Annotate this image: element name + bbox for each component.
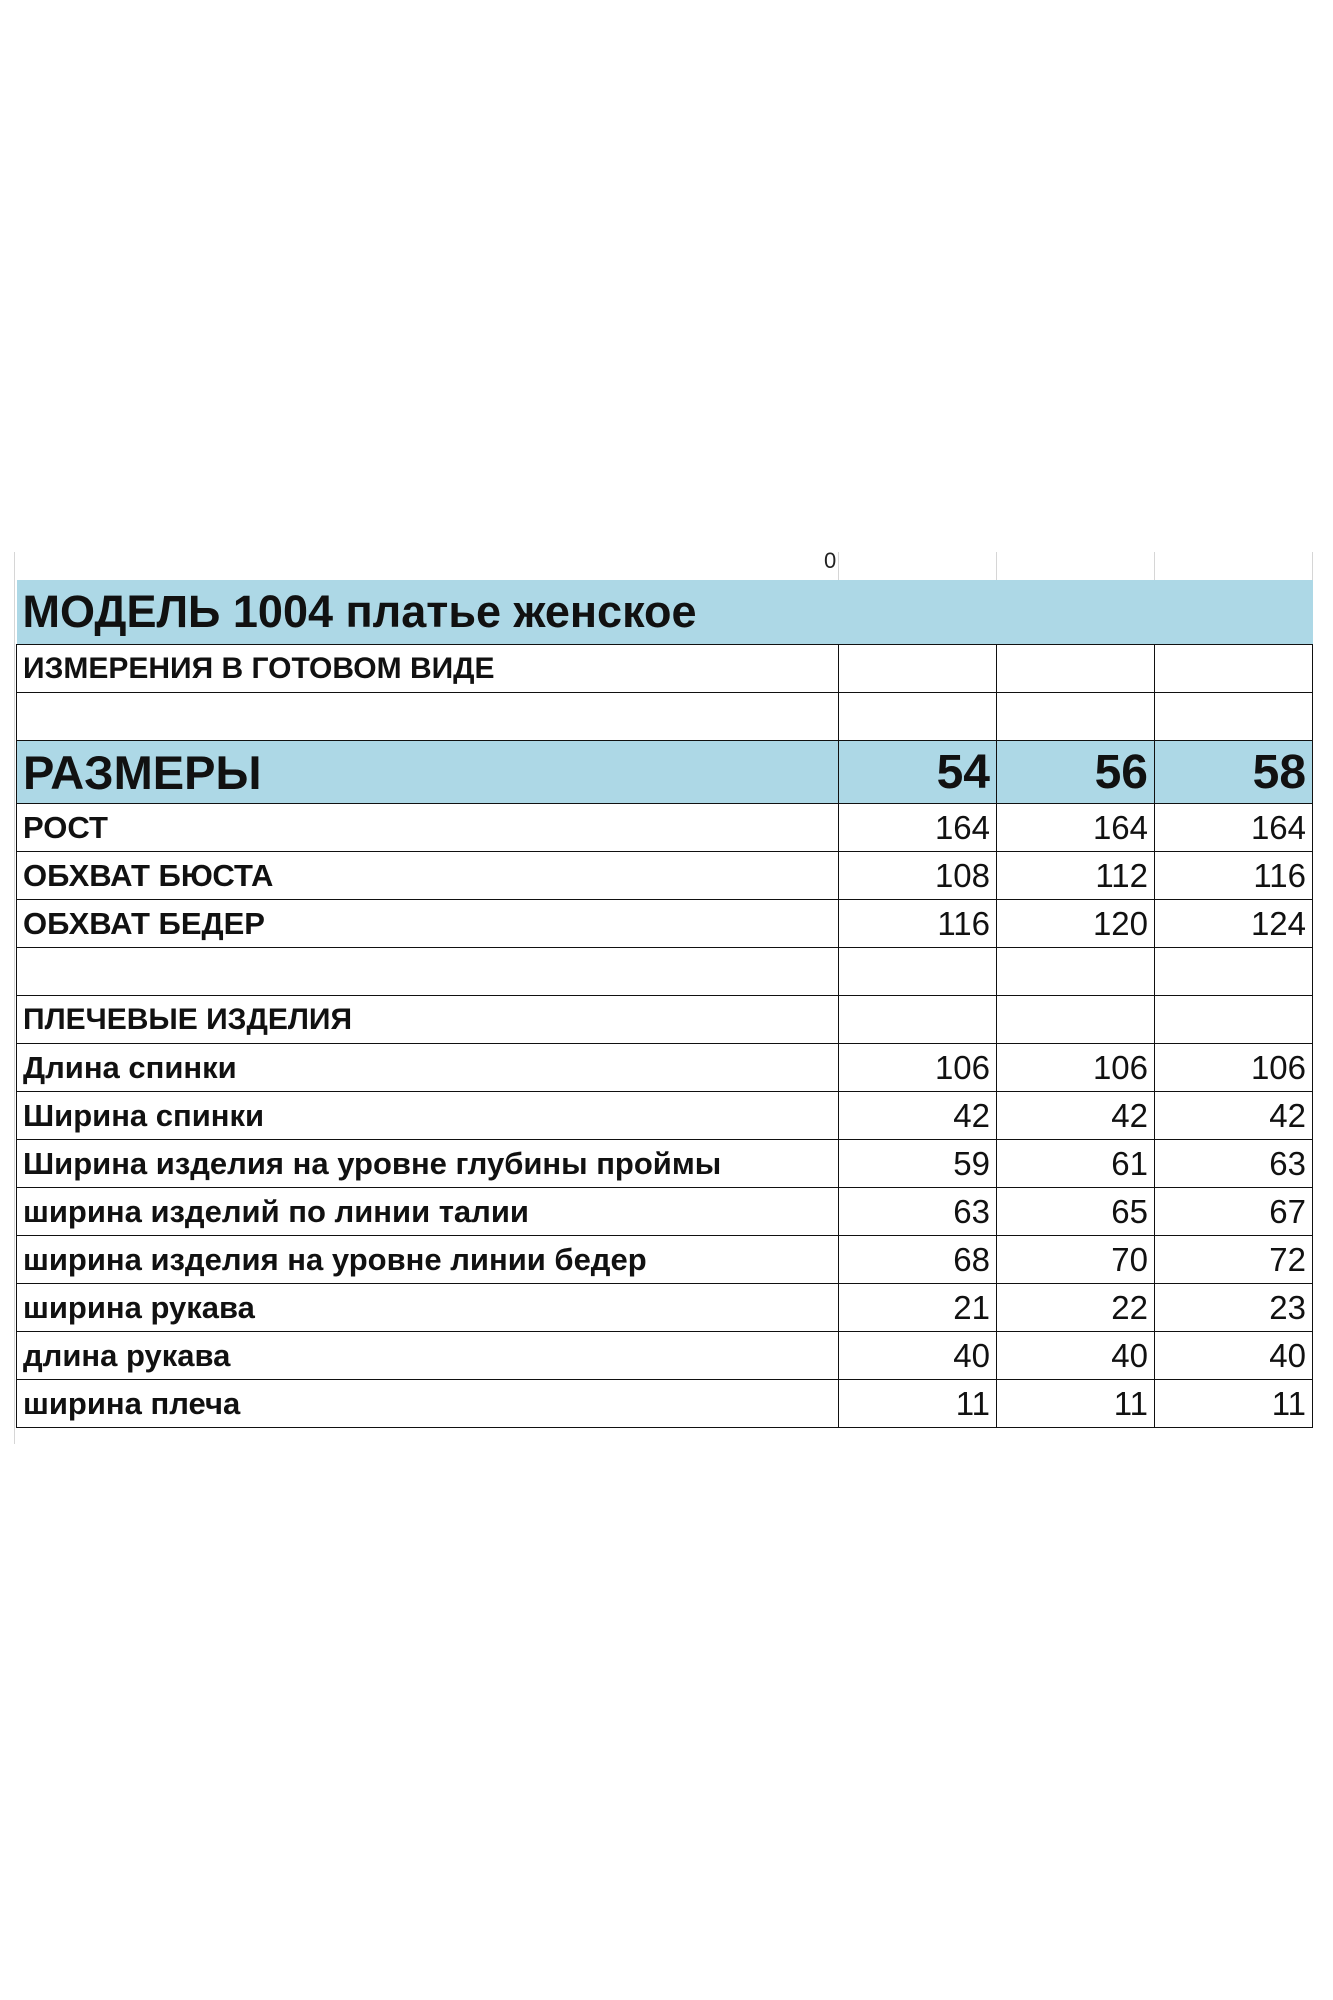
cell-value: 164 (839, 804, 997, 852)
cell-value: 11 (1155, 1380, 1313, 1428)
empty-cell (1155, 645, 1313, 693)
blank-row (17, 693, 1313, 741)
table-row (17, 1284, 1313, 1332)
empty-cell (839, 996, 997, 1044)
cell-value: 68 (839, 1236, 997, 1284)
cell-value: 59 (839, 1140, 997, 1188)
row-label: ширина рукава (17, 1284, 839, 1332)
cell-value: 106 (997, 1044, 1155, 1092)
cell-value: 116 (1155, 852, 1313, 900)
row-label: ширина изделия на уровне линии бедер (17, 1236, 839, 1284)
row-label: ширина плеча (17, 1380, 839, 1428)
size-58: 58 (1155, 741, 1313, 804)
size-56: 56 (997, 741, 1155, 804)
title-row (17, 580, 1313, 645)
cell-value: 23 (1155, 1284, 1313, 1332)
row-label: Ширина спинки (17, 1092, 839, 1140)
row-label: Ширина изделия на уровне глубины проймы (17, 1140, 839, 1188)
table-row (17, 1332, 1313, 1380)
blank-row (17, 948, 1313, 996)
table-subtitle: ИЗМЕРЕНИЯ В ГОТОВОМ ВИДЕ (17, 645, 839, 693)
row-label: ОБХВАТ БЕДЕР (17, 900, 839, 948)
empty-cell (17, 948, 839, 996)
sizes-header-row (17, 741, 1313, 804)
cell-value: 124 (1155, 900, 1313, 948)
section-row (17, 996, 1313, 1044)
table-row (17, 1092, 1313, 1140)
cell-value: 164 (997, 804, 1155, 852)
table-title: МОДЕЛЬ 1004 платье женское (17, 580, 1313, 645)
empty-cell (997, 996, 1155, 1044)
cell-value: 108 (839, 852, 997, 900)
empty-cell (17, 693, 839, 741)
cell-value: 40 (839, 1332, 997, 1380)
empty-cell (997, 693, 1155, 741)
cell-value: 72 (1155, 1236, 1313, 1284)
cell-value: 42 (839, 1092, 997, 1140)
empty-cell (997, 645, 1155, 693)
empty-cell (839, 645, 997, 693)
cell-value: 42 (1155, 1092, 1313, 1140)
table-row (17, 1380, 1313, 1428)
sizes-label: РАЗМЕРЫ (17, 741, 839, 804)
column-gridline (838, 552, 839, 582)
empty-cell (997, 948, 1155, 996)
table-row (17, 900, 1313, 948)
cell-value: 112 (997, 852, 1155, 900)
section-label: ПЛЕЧЕВЫЕ ИЗДЕЛИЯ (17, 996, 839, 1044)
table-row (17, 804, 1313, 852)
sheet-gridline (14, 552, 15, 1444)
row-label: РОСТ (17, 804, 839, 852)
cell-value: 120 (997, 900, 1155, 948)
cell-value: 40 (997, 1332, 1155, 1380)
column-gridline (996, 552, 997, 582)
empty-cell (1155, 693, 1313, 741)
table-row (17, 1044, 1313, 1092)
cell-value: 11 (839, 1380, 997, 1428)
cell-value: 63 (1155, 1140, 1313, 1188)
cell-value: 70 (997, 1236, 1155, 1284)
row-label: длина рукава (17, 1332, 839, 1380)
cell-value: 22 (997, 1284, 1155, 1332)
cell-value: 67 (1155, 1188, 1313, 1236)
empty-cell (1155, 996, 1313, 1044)
row-label: Длина спинки (17, 1044, 839, 1092)
empty-cell (1155, 948, 1313, 996)
table-row (17, 852, 1313, 900)
row-label: ширина изделий по линии талии (17, 1188, 839, 1236)
cell-value: 106 (1155, 1044, 1313, 1092)
column-gridline (1154, 552, 1155, 582)
subtitle-row (17, 645, 1313, 693)
column-gridline (1312, 552, 1313, 582)
size-chart-table (16, 580, 1313, 1428)
cell-value: 116 (839, 900, 997, 948)
cell-value: 106 (839, 1044, 997, 1092)
cell-value: 40 (1155, 1332, 1313, 1380)
empty-cell (839, 693, 997, 741)
table-row (17, 1188, 1313, 1236)
row-label: ОБХВАТ БЮСТА (17, 852, 839, 900)
cell-value: 164 (1155, 804, 1313, 852)
cell-value: 11 (997, 1380, 1155, 1428)
table-row (17, 1236, 1313, 1284)
stray-cell-text: 0 (824, 548, 837, 573)
table-row (17, 1140, 1313, 1188)
cell-value: 63 (839, 1188, 997, 1236)
cell-value: 61 (997, 1140, 1155, 1188)
cell-value: 21 (839, 1284, 997, 1332)
size-54: 54 (839, 741, 997, 804)
cell-value: 65 (997, 1188, 1155, 1236)
cell-value: 42 (997, 1092, 1155, 1140)
empty-cell (839, 948, 997, 996)
